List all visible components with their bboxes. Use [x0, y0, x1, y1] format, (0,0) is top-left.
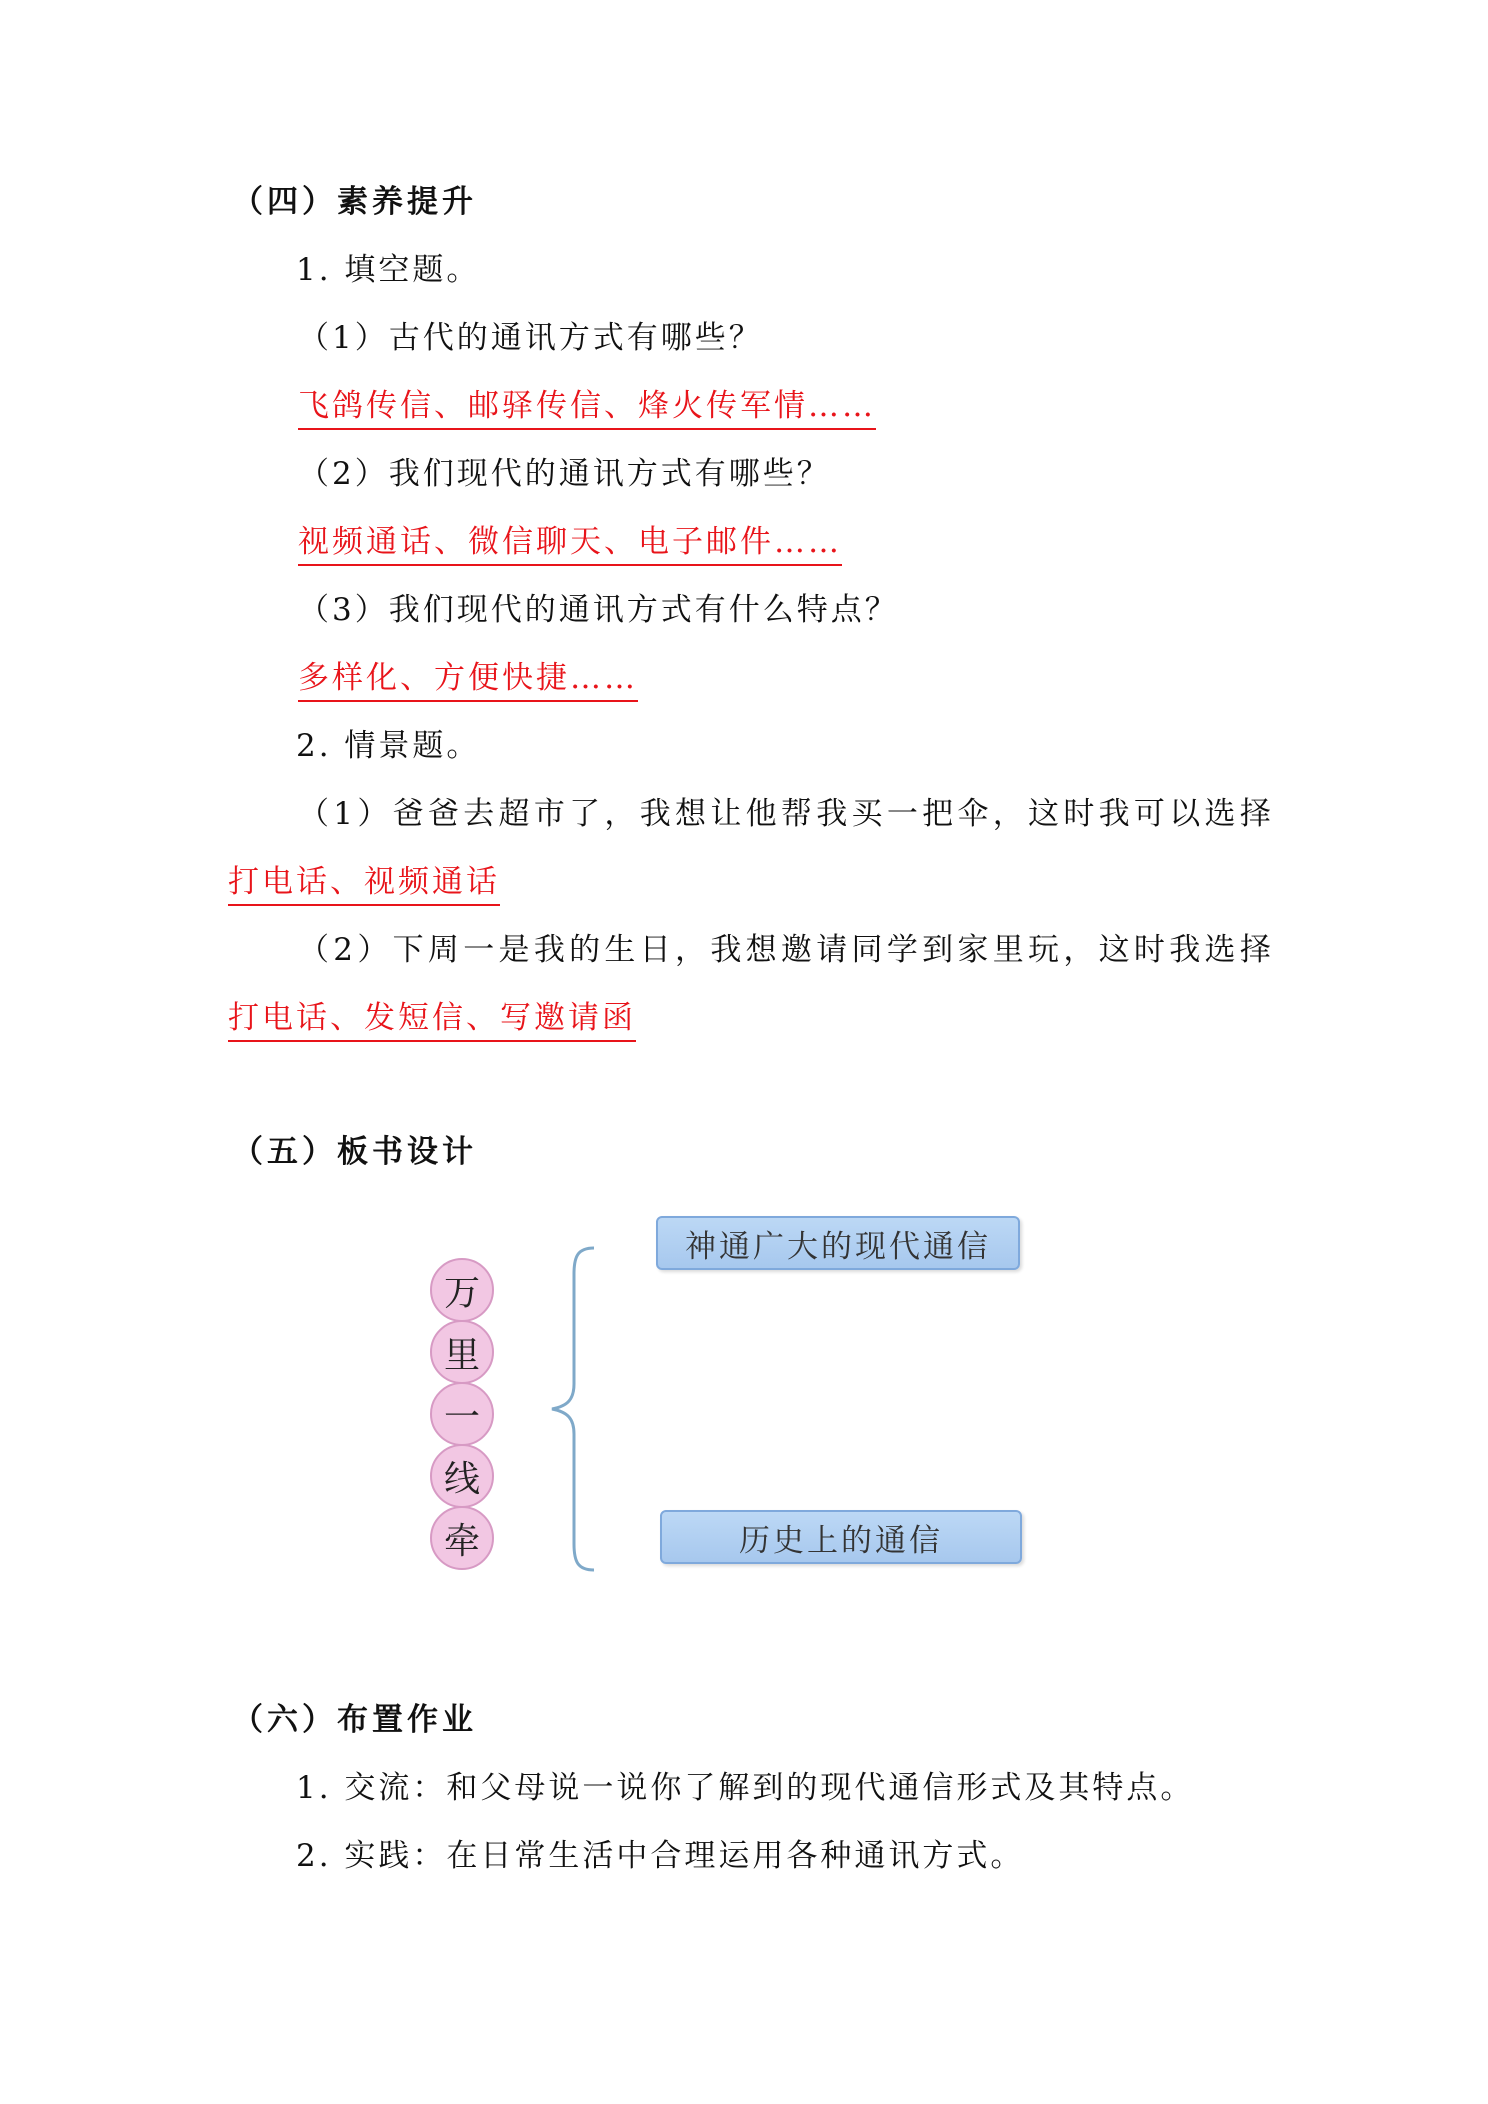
homework-item-2: 2. 实践：在日常生活中合理运用各种通讯方式。	[296, 1838, 1025, 1874]
homework-item-1: 1. 交流：和父母说一说你了解到的现代通信形式及其特点。	[296, 1770, 1195, 1806]
answer-2-2: 打电话、发短信、写邀请函	[228, 998, 636, 1042]
title-char-4: 线	[430, 1444, 494, 1508]
section-title-6: （六）布置作业	[232, 1702, 477, 1738]
title-char-1: 万	[430, 1258, 494, 1322]
title-char-3: 一	[430, 1382, 494, 1446]
title-char-2: 里	[430, 1320, 494, 1384]
question-1-2: （2）我们现代的通讯方式有哪些？	[298, 456, 831, 492]
question-2: 2. 情景题。	[296, 728, 481, 764]
title-char-5: 牵	[430, 1506, 494, 1570]
question-2-2: （2）下周一是我的生日，我想邀请同学到家里玩，这时我选择	[298, 932, 1276, 968]
question-1-1: （1）古代的通讯方式有哪些？	[298, 320, 763, 356]
topic-box-modern: 神通广大的现代通信	[656, 1216, 1020, 1270]
answer-2-1: 打电话、视频通话	[228, 862, 500, 906]
question-2-1: （1）爸爸去超市了，我想让他帮我买一把伞，这时我可以选择	[298, 796, 1276, 832]
question-1: 1. 填空题。	[296, 252, 481, 288]
topic-box-history: 历史上的通信	[660, 1510, 1022, 1564]
answer-1-3: 多样化、方便快捷……	[298, 658, 638, 702]
section-title-5: （五）板书设计	[232, 1134, 477, 1170]
brace-icon	[548, 1244, 600, 1574]
section-title-4: （四）素养提升	[232, 184, 477, 220]
answer-1-2: 视频通话、微信聊天、电子邮件……	[298, 522, 842, 566]
answer-1-1: 飞鸽传信、邮驿传信、烽火传军情……	[298, 386, 876, 430]
question-1-3: （3）我们现代的通讯方式有什么特点？	[298, 592, 899, 628]
